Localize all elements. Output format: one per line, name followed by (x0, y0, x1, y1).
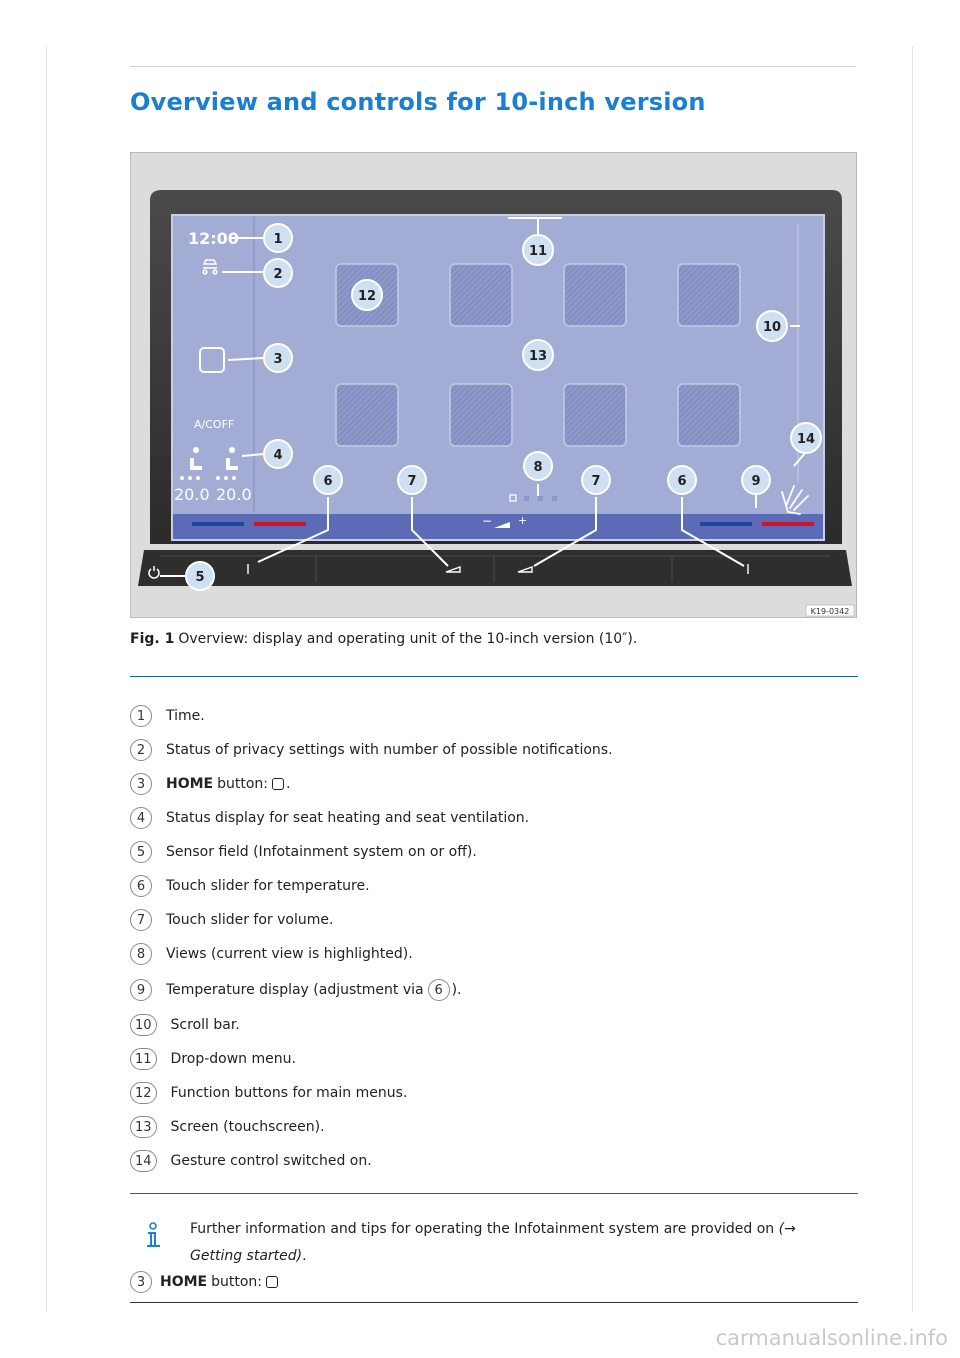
legend-top-rule (130, 676, 858, 677)
callout-7-right (582, 466, 610, 494)
legend-item (130, 1046, 296, 1072)
legend-item (130, 941, 413, 967)
legend-text: Time. (166, 708, 205, 724)
legend-item (130, 771, 290, 797)
display-illustration (130, 152, 857, 618)
svg-text:7: 7 (591, 474, 601, 489)
temp-bar-red-right (762, 522, 814, 526)
caption-text: Overview: display and operating unit of the 10-inch version (10″). (178, 631, 638, 647)
svg-text:2: 2 (273, 267, 283, 282)
legend-ref-number: 6 (428, 979, 450, 1001)
legend-item (130, 1148, 372, 1174)
info-note-trail: . (302, 1248, 307, 1264)
caption-label: Fig. 1 (130, 631, 175, 647)
callout-5 (186, 562, 214, 590)
legend-number: 5 (130, 841, 152, 863)
page-margin-left (46, 46, 47, 1312)
operating-unit (138, 550, 852, 586)
legend-number: 4 (130, 807, 152, 829)
legend-text: Touch slider for temperature. (166, 878, 370, 894)
getting-started-link[interactable]: (→ Getting started) (190, 1221, 796, 1264)
svg-text:13: 13 (528, 349, 548, 364)
bottom-rule (130, 1302, 858, 1303)
legend-number: 10 (130, 1014, 157, 1036)
legend-item (130, 873, 370, 899)
legend-text: Gesture control switched on. (170, 1153, 372, 1169)
svg-text:6: 6 (677, 474, 687, 489)
legend-item (130, 839, 477, 865)
callout-4 (264, 440, 292, 468)
legend-item (130, 703, 205, 729)
svg-text:−: − (482, 514, 493, 528)
legend-number: 1 (130, 705, 152, 727)
svg-text:+: + (518, 514, 528, 527)
page-title: Overview and controls for 10-inch version (130, 88, 706, 116)
screen-time: 12:00 (188, 229, 239, 248)
temp-bar-red-left (254, 522, 306, 526)
svg-text:8: 8 (533, 460, 543, 475)
legend-number: 6 (130, 875, 152, 897)
callout-11 (523, 235, 553, 265)
home-note-text: button: (211, 1274, 263, 1290)
legend-item (130, 1114, 325, 1140)
svg-text:9: 9 (751, 474, 761, 489)
home-square-icon (266, 1276, 278, 1288)
callout-9 (742, 466, 770, 494)
legend-trail: . (286, 776, 291, 792)
legend-item (130, 1080, 407, 1106)
page-margin-right (912, 46, 913, 1312)
svg-text:7: 7 (407, 474, 417, 489)
legend-number: 13 (130, 1116, 157, 1138)
legend-number: 11 (130, 1048, 157, 1070)
legend-text: Screen (touchscreen). (170, 1119, 325, 1135)
callout-10 (757, 311, 787, 341)
legend-number: 8 (130, 943, 152, 965)
temp-bar-blue-left (192, 522, 244, 526)
legend-bottom-rule (130, 1193, 858, 1194)
callout-6-right (668, 466, 696, 494)
legend-item (130, 737, 613, 763)
legend-text: Status display for seat heating and seat ventilation. (166, 810, 530, 826)
figure-caption (130, 631, 637, 647)
info-note-text: Further information and tips for operating the Infotainment system are provided on (190, 1221, 775, 1237)
home-note (130, 1271, 280, 1293)
svg-text:10: 10 (762, 320, 782, 335)
info-note (190, 1216, 850, 1270)
image-code: K19-0342 (810, 607, 850, 616)
legend-item (130, 977, 462, 1003)
legend-text: Status of privacy settings with number of possible notifications. (166, 742, 613, 758)
callout-6-left (314, 466, 342, 494)
legend-item (130, 1012, 240, 1038)
svg-text:3: 3 (273, 352, 283, 367)
legend-item (130, 805, 529, 831)
callout-13 (523, 340, 553, 370)
legend-text: Function buttons for main menus. (170, 1085, 408, 1101)
callout-12 (352, 280, 382, 310)
legend-text: Sensor field (Infotainment system on or off). (166, 844, 477, 860)
callout-7-left (398, 466, 426, 494)
top-rule (130, 66, 856, 67)
callout-14 (791, 423, 821, 453)
svg-text:11: 11 (528, 244, 548, 259)
svg-text:1: 1 (273, 232, 283, 247)
legend-number: 7 (130, 909, 152, 931)
legend-text: button: (217, 776, 269, 792)
legend-number: 12 (130, 1082, 157, 1104)
callout-8 (524, 452, 552, 480)
figure-infotainment-display (130, 152, 857, 618)
home-square-icon (272, 778, 284, 790)
temperature-right: 20.0 (216, 485, 252, 504)
ac-status-text: A/COFF (194, 418, 235, 431)
legend-number: 14 (130, 1150, 157, 1172)
legend-bold: HOME (166, 776, 214, 792)
home-note-number: 3 (130, 1271, 152, 1293)
home-note-bold: HOME (160, 1274, 208, 1290)
info-icon (143, 1222, 163, 1250)
legend-text: Temperature display (adjustment via (166, 982, 424, 998)
legend-text: Drop-down menu. (170, 1051, 296, 1067)
legend-text: Touch slider for volume. (166, 912, 334, 928)
svg-text:6: 6 (323, 474, 333, 489)
watermark-text: carmanualsonline.info (715, 1326, 948, 1350)
legend-text: Scroll bar. (170, 1017, 240, 1033)
temp-bar-blue-right (700, 522, 752, 526)
callout-2 (264, 259, 292, 287)
legend-number: 2 (130, 739, 152, 761)
legend-number: 3 (130, 773, 152, 795)
svg-text:4: 4 (273, 448, 283, 463)
legend-item (130, 907, 333, 933)
callout-3 (264, 344, 292, 372)
svg-text:14: 14 (796, 432, 816, 447)
temperature-left: 20.0 (174, 485, 210, 504)
callout-1 (264, 224, 292, 252)
svg-text:5: 5 (195, 570, 205, 585)
legend-trail: ). (451, 982, 462, 998)
legend-text: Views (current view is highlighted). (166, 946, 413, 962)
legend-number: 9 (130, 979, 152, 1001)
svg-text:12: 12 (357, 289, 377, 304)
